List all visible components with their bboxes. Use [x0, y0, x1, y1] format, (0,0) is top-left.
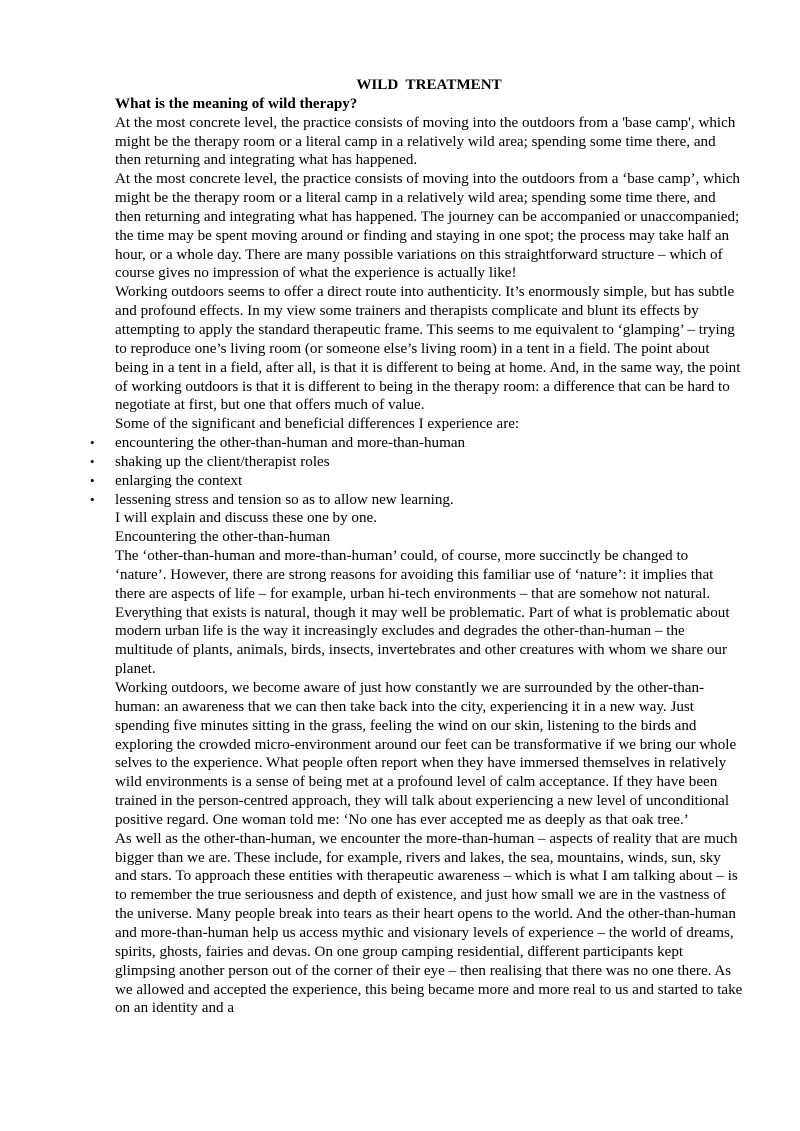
document-page: [90, 76, 743, 1018]
bullet-icon: •: [90, 472, 95, 488]
subsection-heading: Encountering the other-than-human: [115, 529, 331, 546]
bullet-icon: •: [90, 491, 95, 507]
list-item: [90, 434, 743, 453]
paragraph-authenticity: Working outdoors seems to offer a direct route into authenticity. It’s enormously simple, but has subtle and profound effects. In my view some trainers and therapists complicate and blunt its effects by attempting to apply the standard therapeutic frame. This seems to me equivalent to ‘glamping’ – trying to reproduce one’s living room (or someone else’s living room) in a tent in a field. The point about being in a tent in a field, after all, is that it is different to being at home. And, in the same way, the point of working outdoors is that it is different to being in the therapy room: a difference that can be hard to negotiate at first, but one that offers much of value.: [115, 284, 741, 414]
paragraph-more-than-human: As well as the other-than-human, we encounter the more-than-human – aspects of reality that are much bigger than we are. These include, for example, rivers and lakes, the sea, mountains, winds, sun, sky and stars. To approach these entities with therapeutic awareness – which is what I am talking about – is to remember the true seriousness and depth of existence, and just how small we are in the vastness of the universe. Many people break into tears as their heart opens to the world. And the other-than-human and more-than-human help us access mythic and visionary levels of experience – the world of dreams, spirits, ghosts, fairies and devas. On one group camping residential, different participants kept glimpsing another person out of the corner of their eye – then realising that there was no one there. As we allowed and accepted the experience, this being became more and more real to us and started to take on an identity and a: [115, 830, 743, 1017]
document-title: WILD TREATMENT: [356, 77, 502, 93]
list-item-text: lessening stress and tension so as to allow new learning.: [115, 491, 454, 508]
list-item-text: shaking up the client/therapist roles: [115, 453, 330, 470]
list-item: [90, 453, 743, 472]
paragraph-outdoors: Working outdoors, we become aware of just how constantly we are surrounded by the other-than-human: an awareness that we can then take back into the city, experiencing it in a new way. Just spending five minutes sitting in the grass, feeling the wind on our skin, listening to the birds and exploring the crowded micro-environment around our feet can be transformative if we bring our whole selves to the experience. What people often report when they have immersed themselves in relatively wild environments is a sense of being met at a profound level of calm acceptance. If they have been trained in the person-centred approach, they will talk about experiencing a new level of unconditional positive regard. One woman told me: ‘No one has ever accepted me as deeply as that oak tree.’: [115, 680, 737, 828]
bullet-icon: •: [90, 453, 95, 469]
list-item: [90, 472, 743, 491]
bullet-icon: •: [90, 435, 95, 451]
paragraph-intro-short: At the most concrete level, the practice consists of moving into the outdoors from a 'base camp', which might be the therapy room or a literal camp in a relatively wild area; spending some time there, and then returning and integrating what has happened.: [115, 114, 736, 169]
section-heading: What is the meaning of wild therapy?: [115, 95, 358, 112]
list-item-text: encountering the other-than-human and more-than-human: [115, 435, 466, 452]
differences-list: [90, 434, 743, 509]
paragraph-intro-long: At the most concrete level, the practice consists of moving into the outdoors from a ‘base camp’, which might be the therapy room or a literal camp in a relatively wild area; spending some time there, and then returning and integrating what has happened. The journey can be accompanied or unaccompanied; the time may be spent moving around or finding and staying in one spot; the process may take half an hour, or a whole day. There are many possible variations on this straightforward structure – which of course gives no impression of what the experience is actually like!: [115, 171, 740, 282]
paragraph-differences-lead: Some of the significant and beneficial differences I experience are:: [115, 416, 520, 433]
list-item: [90, 491, 743, 510]
list-item-text: enlarging the context: [115, 472, 243, 489]
paragraph-nature: The ‘other-than-human and more-than-human’ could, of course, more succinctly be changed to ‘nature’. However, there are strong reasons for avoiding this familiar use of ‘nature’: it implies that there are aspects of life – for example, urban hi-tech environments – that are somehow not natural. Everything that exists is natural, though it may well be problematic. Part of what is problematic about modern urban life is the way it increasingly excludes and degrades the other-than-human – the multitude of plants, animals, birds, insects, invertebrates and other creatures with whom we share our planet.: [115, 548, 730, 678]
paragraph-explain: I will explain and discuss these one by one.: [115, 510, 377, 527]
